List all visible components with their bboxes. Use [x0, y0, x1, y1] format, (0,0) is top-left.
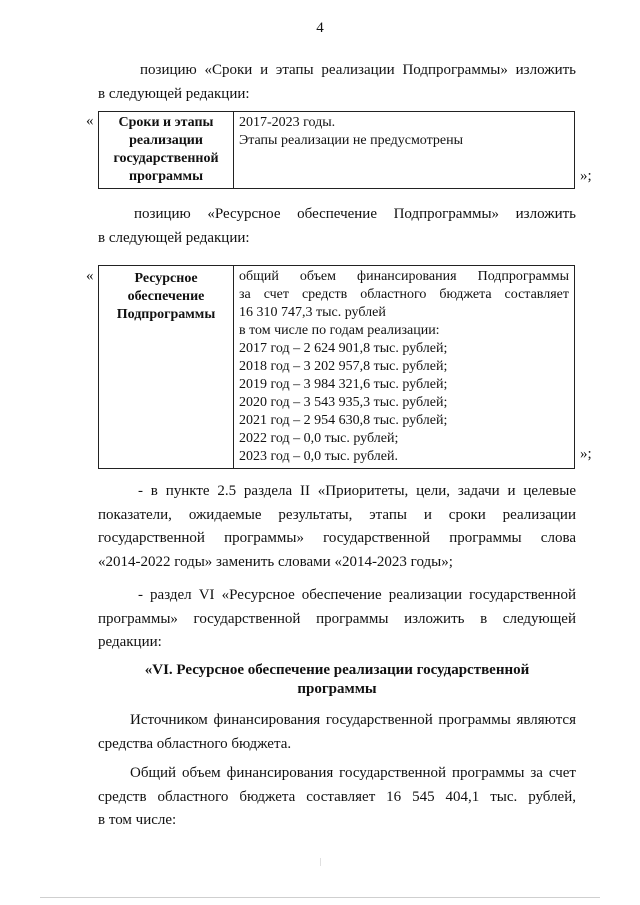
body-2-line-2: средств областного бюджета составляет 16 545 404,1 тыс. рублей,: [98, 788, 576, 805]
page-bottom-rule: [40, 897, 600, 898]
body-2-line-3: в том числе:: [98, 812, 177, 828]
table-2-value-line: за счет средств областного бюджета составляет: [239, 287, 569, 302]
table-1-label-line: государственной: [113, 151, 219, 166]
table-1-value: [234, 112, 575, 189]
table-2-value: [234, 266, 575, 469]
intro-paragraph-2: [98, 203, 576, 250]
item-paragraph-2: [98, 584, 576, 655]
table-1: [98, 111, 575, 189]
table-1-label: [99, 112, 234, 189]
table-2-value-line: 2017 год – 2 624 901,8 тыс. рублей;: [239, 341, 448, 356]
item-1-line-3: государственной программы» государственной программы слова: [98, 530, 576, 546]
table-2-value-line: 16 310 747,3 тыс. рублей: [239, 305, 386, 320]
table-2-value-line: общий объем финансирования Подпрограммы: [239, 269, 569, 284]
table-1-label-line: программы: [129, 169, 203, 184]
intro-2-line-2: в следующей редакции:: [98, 229, 250, 246]
scan-mark: [320, 858, 321, 866]
table-1-close-quote: »;: [580, 168, 592, 184]
table-2-open-quote: «: [86, 268, 94, 284]
table-2-label: [99, 266, 234, 469]
table-2-value-line: в том числе по годам реализации:: [239, 323, 440, 338]
item-2-line-2: программы» государственной программы изложить в следующей: [98, 610, 576, 627]
table-1-value-line: 2017-2023 годы.: [239, 115, 336, 130]
item-1-line-1: - в пункте 2.5 раздела II «Приоритеты, цели, задачи и целевые: [138, 483, 576, 499]
table-1-value-line: Этапы реализации не предусмотрены: [239, 133, 464, 148]
table-1-open-quote: «: [86, 113, 94, 129]
intro-1-line-2: в следующей редакции:: [98, 85, 250, 102]
section-heading-line-1: «VI. Ресурсное обеспечение реализации государственной: [144, 662, 530, 678]
intro-1-line-1: позицию «Сроки и этапы реализации Подпрограммы» изложить: [140, 62, 576, 78]
table-2-value-line: 2020 год – 3 543 935,3 тыс. рублей;: [239, 395, 448, 410]
body-2-line-1: Общий объем финансирования государственной программы за счет: [130, 765, 576, 781]
table-2-value-line: 2021 год – 2 954 630,8 тыс. рублей;: [239, 413, 448, 428]
table-1-label-line: реализации: [129, 133, 203, 148]
table-2-label-line: обеспечение: [127, 289, 205, 304]
section-heading-line-2: программы: [297, 681, 377, 697]
table-2-value-line: 2022 год – 0,0 тыс. рублей;: [239, 431, 399, 446]
body-1-line-1: Источником финансирования государственной программы являются: [130, 712, 576, 728]
item-paragraph-1: [98, 480, 576, 574]
page-number: 4: [316, 20, 324, 36]
table-2-close-quote: »;: [580, 446, 592, 462]
section-heading: [98, 661, 576, 699]
item-1-line-2: показатели, ожидаемые результаты, этапы и сроки реализации: [98, 506, 576, 523]
table-2-value-line: 2018 год – 3 202 957,8 тыс. рублей;: [239, 359, 448, 374]
item-2-line-3: редакции:: [98, 634, 162, 650]
table-2: [98, 265, 575, 469]
body-1-line-2: средства областного бюджета.: [98, 735, 292, 752]
table-2-label-line: Подпрограммы: [116, 307, 216, 322]
table-1-label-line: Сроки и этапы: [118, 115, 214, 130]
item-2-line-1: - раздел VI «Ресурсное обеспечение реализации государственной: [138, 587, 576, 603]
table-2-value-line: 2023 год – 0,0 тыс. рублей.: [239, 449, 398, 464]
table-2-value-line: 2019 год – 3 984 321,6 тыс. рублей;: [239, 377, 448, 392]
intro-paragraph-1: [98, 59, 576, 106]
body-paragraph-2: [98, 762, 576, 833]
body-paragraph-1: [98, 709, 576, 756]
intro-2-line-1: позицию «Ресурсное обеспечение Подпрограммы» изложить: [134, 206, 576, 222]
table-2-label-line: Ресурсное: [134, 271, 198, 286]
item-1-line-4: «2014-2022 годы» заменить словами «2014-2023 годы»;: [98, 553, 453, 570]
